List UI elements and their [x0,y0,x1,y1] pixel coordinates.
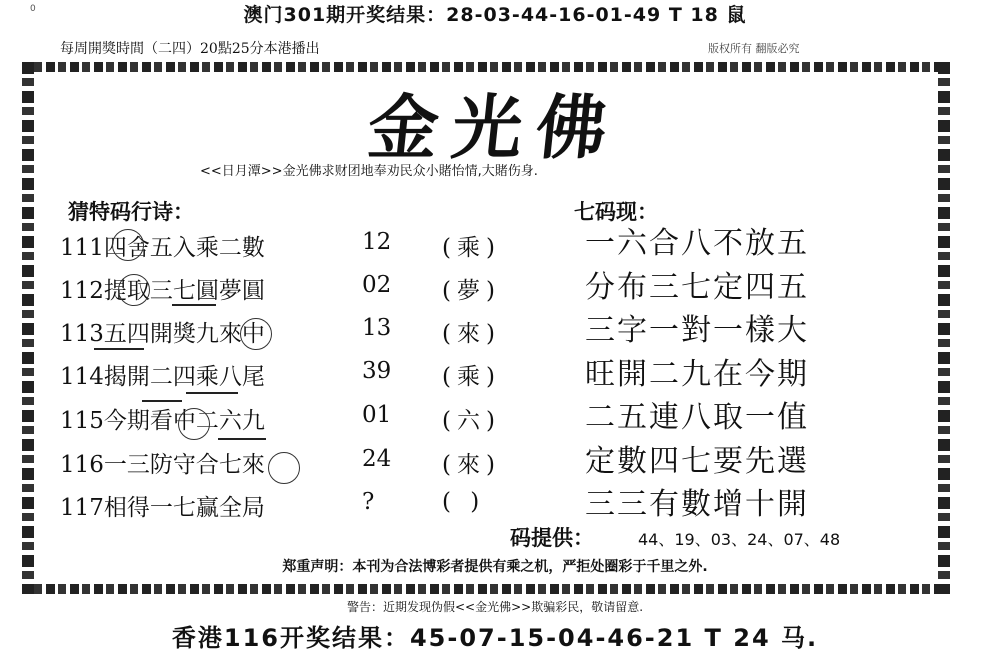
poem-row [60,315,530,351]
counterfeit-warning: 警告：近期发现伪假<<金光佛>>欺骗彩民，敬请留意. [346,600,644,614]
poem-zodiac: (六) [442,408,501,434]
poem-row [60,229,530,265]
poem-zodiac: (來) [442,452,501,478]
poem-number: 12 [362,229,392,255]
macau-result-title: 澳门301期开奖结果：28-03-44-16-01-49 T 18 鼠 [243,4,747,26]
poem-row [60,446,530,482]
poem-row [60,358,530,394]
poem-number: 24 [362,446,392,472]
seven-code-line: 一六合八不放五 [585,226,809,261]
border-top [22,62,950,72]
legal-disclaimer: 郑重声明：本刊为合法博彩者提供有乘之机，严拒处圈彩于千里之外. [282,559,708,575]
seven-code-title: 七码现： [574,199,658,224]
seven-code-line: 三字一對一樣大 [585,313,809,348]
poem-title: 猜特码行诗： [68,199,194,224]
poem-line: 117相得一七赢全局 [60,495,265,521]
border-bottom [22,584,950,594]
poem-line: 111四舍五入乘二數 [60,235,265,261]
brand-slogan: <<日月潭>>金光佛求财团地奉劝民众小賭怡情,大賭伤身. [200,164,538,179]
poem-number: 01 [362,402,392,428]
poem-zodiac: (乘) [442,235,501,261]
poem-number: 39 [362,358,392,384]
hongkong-result: 香港116开奖结果：45-07-15-04-46-21 T 24 马. [171,624,819,652]
provided-codes-numbers: 44、19、03、24、07、48 [638,530,841,549]
poem-row [60,402,530,438]
draw-schedule: 每周開獎時間（二四）20點25分本港播出 [60,41,320,57]
poem-line: 113五四開獎九來中 [60,321,265,347]
brand-title: 金光佛 [364,86,625,169]
poem-zodiac: ( ) [442,489,486,515]
poem-line: 116一三防守合七來 [60,452,265,478]
seven-code-line: 分布三七定四五 [585,269,809,305]
poem-row [60,489,530,525]
seven-code-line: 三三有數增十開 [585,487,809,522]
seven-code-line: 旺開二九在今期 [585,356,809,392]
seven-code-line: 定數四七要先選 [585,443,809,479]
poem-row [60,272,530,308]
poem-zodiac: (來) [442,321,501,347]
seven-code-line: 二五連八取一值 [585,400,809,435]
poem-number: 02 [362,272,392,298]
corner-mark: 0 [30,4,36,14]
copyright-notice: 版权所有 翻版必究 [708,42,800,55]
poem-number: 13 [362,315,392,341]
poem-line: 114揭開二四乘八尾 [60,364,265,390]
provided-codes-label: 码提供： [510,525,594,550]
poem-zodiac: (乘) [442,364,501,390]
poem-zodiac: (夢) [442,278,501,304]
poem-number: ? [362,489,375,515]
seven-code-verses [585,222,809,527]
poem-line: 115今期看中二六九 [60,408,265,434]
poem-line: 112提取三七圓夢圓 [60,278,265,304]
